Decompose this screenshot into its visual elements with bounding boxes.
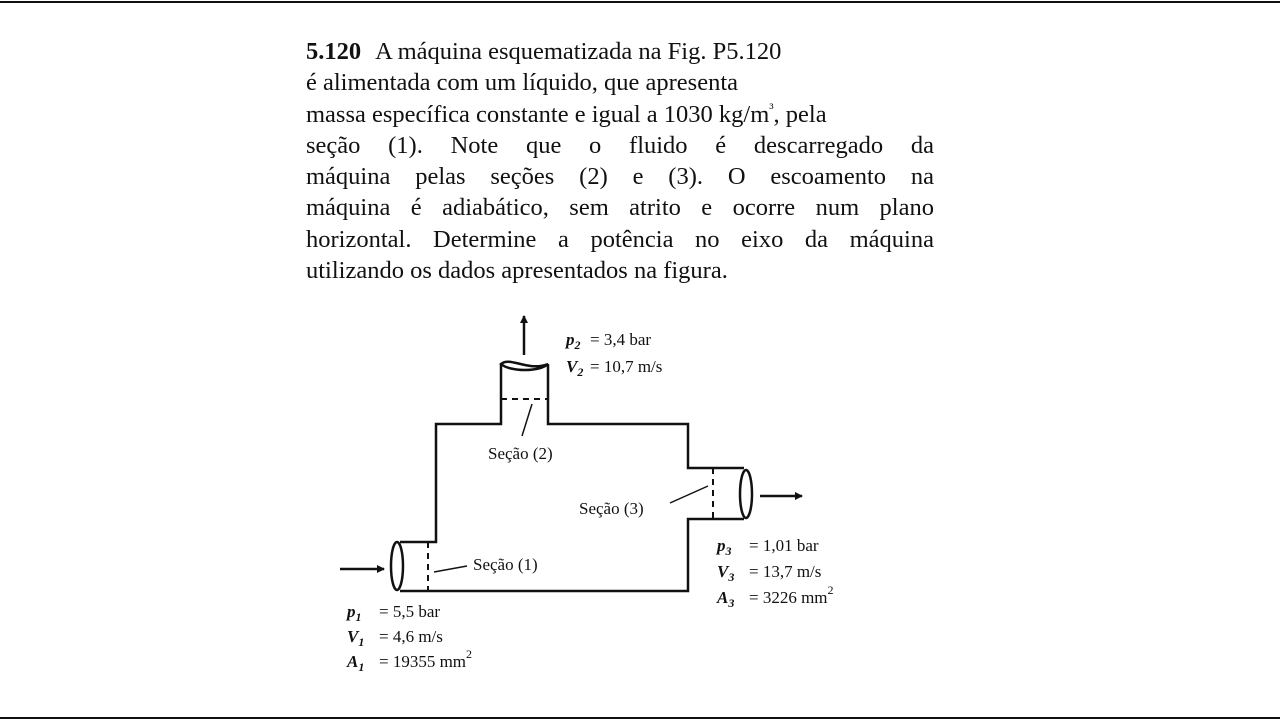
p1-symbol: $p_1$ (347, 602, 362, 624)
problem-line-4: seção (1). Note que o fluido é descarregado da (306, 131, 934, 159)
a3-symbol: $A_3$ (717, 588, 735, 610)
problem-line-7: horizontal. Determine a potência no eixo da máquina (306, 225, 934, 253)
outlet-pipe-end (740, 470, 752, 518)
v3-symbol: $V_3$ (717, 562, 735, 584)
a3-value: = 3226 $mm^2$ (749, 583, 834, 607)
section-2-data (564, 330, 662, 379)
v2-value: = 10,7 m/s (590, 357, 663, 376)
problem-line-2: é alimentada com um líquido, que apresenta (306, 69, 739, 97)
section-2-label: Seção (2) (488, 444, 553, 463)
p2-symbol: $p_2$ (566, 330, 581, 352)
section-1-label: Seção (1) (473, 555, 538, 574)
v1-value: = 4,6 m/s (379, 627, 443, 646)
problem-line-5: máquina pelas seções (2) e (3). O escoamento na (306, 163, 934, 191)
section-3-leader (670, 486, 708, 503)
problem-number: 5.120 (306, 38, 362, 65)
problem-line-6: máquina é adiabático, sem atrito e ocorre num plano (306, 194, 934, 222)
v1-symbol: $V_1$ (347, 627, 365, 649)
cubed-superscript: ³ (769, 101, 774, 117)
inlet-pipe-end (391, 542, 403, 590)
problem-line-8: utilizando os dados apresentados na figura. (306, 257, 728, 285)
section-2-leader (522, 404, 532, 436)
p3-symbol: $p_3$ (717, 536, 732, 558)
section-1-leader (434, 566, 467, 572)
machine-outline (400, 364, 744, 591)
p1-value: = 5,5 bar (379, 602, 441, 621)
a1-value: = 19355 $mm^2$ (379, 647, 473, 671)
section-1-data (345, 602, 472, 674)
p2-value: = 3,4 bar (590, 330, 652, 349)
top-pipe-end (501, 362, 548, 370)
problem-line-1: 5.120 A máquina esquematizada na Fig. P5.120 (306, 38, 782, 65)
section-3-label: Seção (3) (579, 499, 644, 518)
a1-symbol: $A_1$ (347, 652, 365, 674)
p3-value: = 1,01 bar (749, 536, 819, 555)
v3-value: = 13,7 m/s (749, 562, 822, 581)
section-3-data (715, 536, 834, 610)
problem-line-3: massa específica constante e igual a 1030 $kg/m^{^3}$, pela (306, 100, 827, 128)
v2-symbol: $V_2$ (566, 357, 584, 379)
